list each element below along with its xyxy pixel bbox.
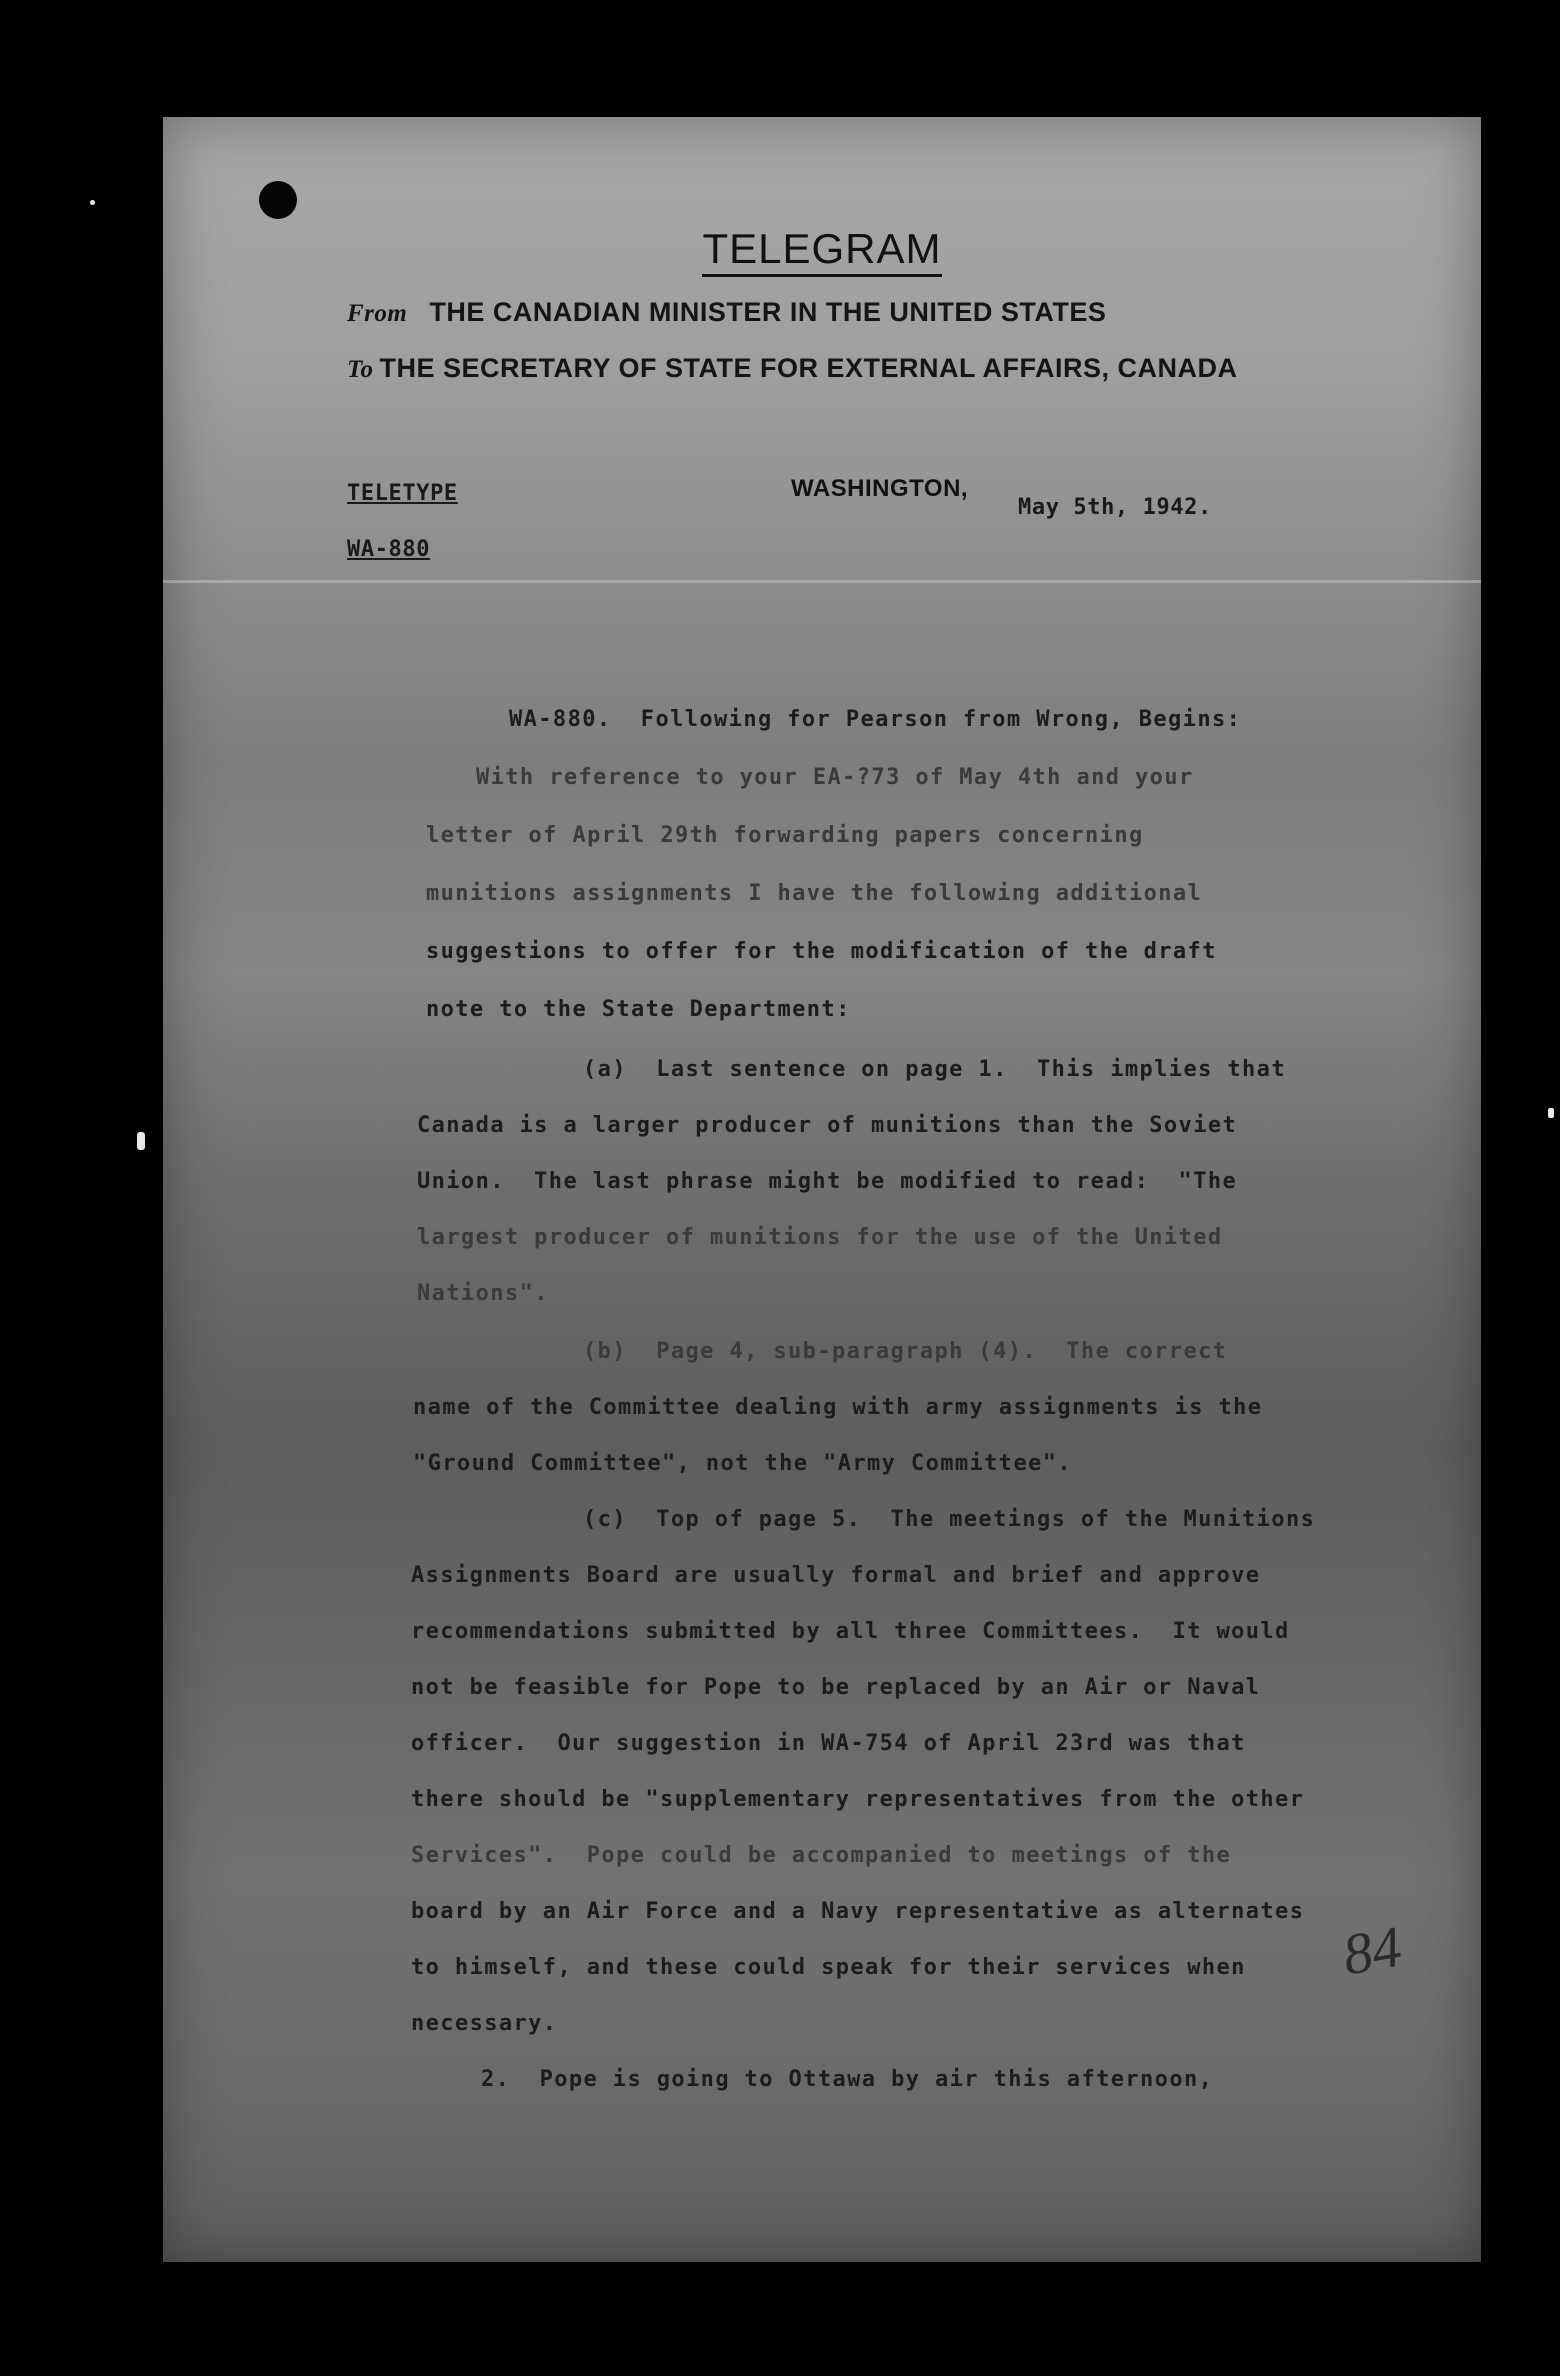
body-line: letter of April 29th forwarding papers concerning	[426, 823, 1144, 848]
body-line: to himself, and these could speak for their services when	[411, 1955, 1246, 1980]
handwritten-annotation: 84	[1337, 1913, 1407, 1988]
place-of-origin: WASHINGTON,	[791, 475, 969, 502]
body-line: "Ground Committee", not the "Army Committee".	[413, 1451, 1073, 1476]
date: May 5th, 1942.	[1018, 495, 1212, 520]
body-line: recommendations submitted by all three Committees. It would	[411, 1619, 1290, 1644]
page-fold-line	[163, 580, 1481, 583]
body-line: not be feasible for Pope to be replaced by an Air or Naval	[411, 1675, 1261, 1700]
scan-speck	[90, 200, 95, 205]
body-line: (c) Top of page 5. The meetings of the Munitions	[583, 1507, 1316, 1532]
body-line: Services". Pope could be accompanied to meetings of the	[411, 1843, 1232, 1868]
body-line: there should be "supplementary representatives from the other	[411, 1787, 1305, 1812]
body-line: suggestions to offer for the modification of the draft	[426, 939, 1217, 964]
body-line: munitions assignments I have the following additional	[426, 881, 1203, 906]
body-line: board by an Air Force and a Navy representative as alternates	[411, 1899, 1305, 1924]
from-line	[347, 297, 1106, 328]
body-line: (a) Last sentence on page 1. This implies that	[583, 1057, 1286, 1082]
body-line: WA-880. Following for Pearson from Wrong, Begins:	[509, 707, 1242, 732]
scan-speck	[137, 1132, 145, 1150]
body-line: name of the Committee dealing with army assignments is the	[413, 1395, 1263, 1420]
telegram-page	[163, 117, 1481, 2262]
from-value: THE CANADIAN MINISTER IN THE UNITED STATES	[429, 297, 1107, 327]
scan-speck	[1548, 1108, 1554, 1118]
body-line: Union. The last phrase might be modified to read: "The	[417, 1169, 1238, 1194]
body-line: largest producer of munitions for the use of the United	[417, 1225, 1223, 1250]
body-line: note to the State Department:	[426, 997, 851, 1022]
body-line: necessary.	[411, 2011, 558, 2036]
to-value: THE SECRETARY OF STATE FOR EXTERNAL AFFAIRS, CANADA	[379, 353, 1238, 383]
body-line: With reference to your EA-?73 of May 4th and your	[476, 765, 1194, 790]
body-line: officer. Our suggestion in WA-754 of April 23rd was that	[411, 1731, 1246, 1756]
punch-hole	[259, 181, 297, 219]
message-number: WA-880	[347, 537, 431, 562]
body-line: (b) Page 4, sub-paragraph (4). The correct	[583, 1339, 1228, 1364]
transmission-method: TELETYPE	[347, 481, 458, 506]
body-line: Canada is a larger producer of munitions than the Soviet	[417, 1113, 1238, 1138]
to-line	[347, 353, 1238, 384]
body-line: 2. Pope is going to Ottawa by air this afternoon,	[481, 2067, 1214, 2092]
to-label: To	[347, 356, 374, 383]
document-title: TELEGRAM	[163, 225, 1481, 273]
body-line: Assignments Board are usually formal and brief and approve	[411, 1563, 1261, 1588]
from-label: From	[347, 300, 408, 327]
body-line: Nations".	[417, 1281, 549, 1306]
